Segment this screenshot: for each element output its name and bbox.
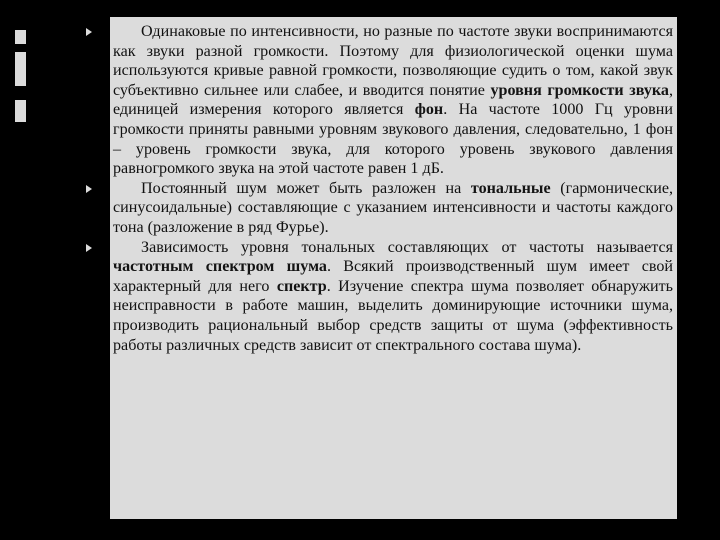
bullet-arrow-icon bbox=[86, 185, 92, 193]
text-segment: , единицей измерения которого является bbox=[113, 81, 673, 119]
bullet-arrow-icon bbox=[86, 28, 92, 36]
text-segment: . На частоте 1000 Гц уровни громкости приняты равными уровням звукового давления, следовательно, 1 фон – уровень громкости звука, для которого уровень звукового давления равногромкого звука на этой частоте равен 1 дБ. bbox=[113, 101, 673, 178]
bold-term: тональные bbox=[470, 179, 551, 197]
text-segment: Одинаковые по интенсивности, но разные по частоте звуки воспринимаются как звуки разной громкости. Поэтому для физиологической оценки шума используются кривые равной громкости, позволяющие судить о том, какой звук субъективно сильнее или слабее, и вводится понятие bbox=[113, 23, 673, 99]
bold-term: уровня громкости звука bbox=[490, 81, 669, 99]
paragraph bbox=[113, 179, 673, 238]
bullet-item bbox=[0, 179, 720, 238]
bold-term: спектр bbox=[276, 277, 327, 295]
bullet-list bbox=[0, 22, 720, 355]
paragraph bbox=[113, 238, 673, 356]
paragraph bbox=[113, 22, 673, 179]
text-segment: . Изучение спектра шума позволяет обнаружить неисправности в работе машин, выделить доминирующие источники шума, производить рациональный выбор средств защиты от шума (эффективность работы различных средств зависит от спектрального состава шума). bbox=[113, 277, 674, 354]
bullet-item bbox=[0, 238, 720, 356]
text-segment: Постоянный шум может быть разложен на bbox=[141, 179, 471, 197]
text-segment: Зависимость уровня тональных составляющих от частоты называется bbox=[141, 238, 673, 256]
text-segment: (гармонические, синусоидальные) составляющие с указанием интенсивности и частоты каждого тона (разложение в ряд Фурье). bbox=[113, 179, 673, 236]
bold-term: частотным спектром шума bbox=[113, 258, 327, 276]
bold-term: фон bbox=[414, 101, 444, 119]
text-segment: . Всякий производственный шум имеет свой характерный для него bbox=[113, 258, 673, 295]
bullet-item bbox=[0, 22, 720, 179]
bullet-arrow-icon bbox=[86, 244, 92, 252]
